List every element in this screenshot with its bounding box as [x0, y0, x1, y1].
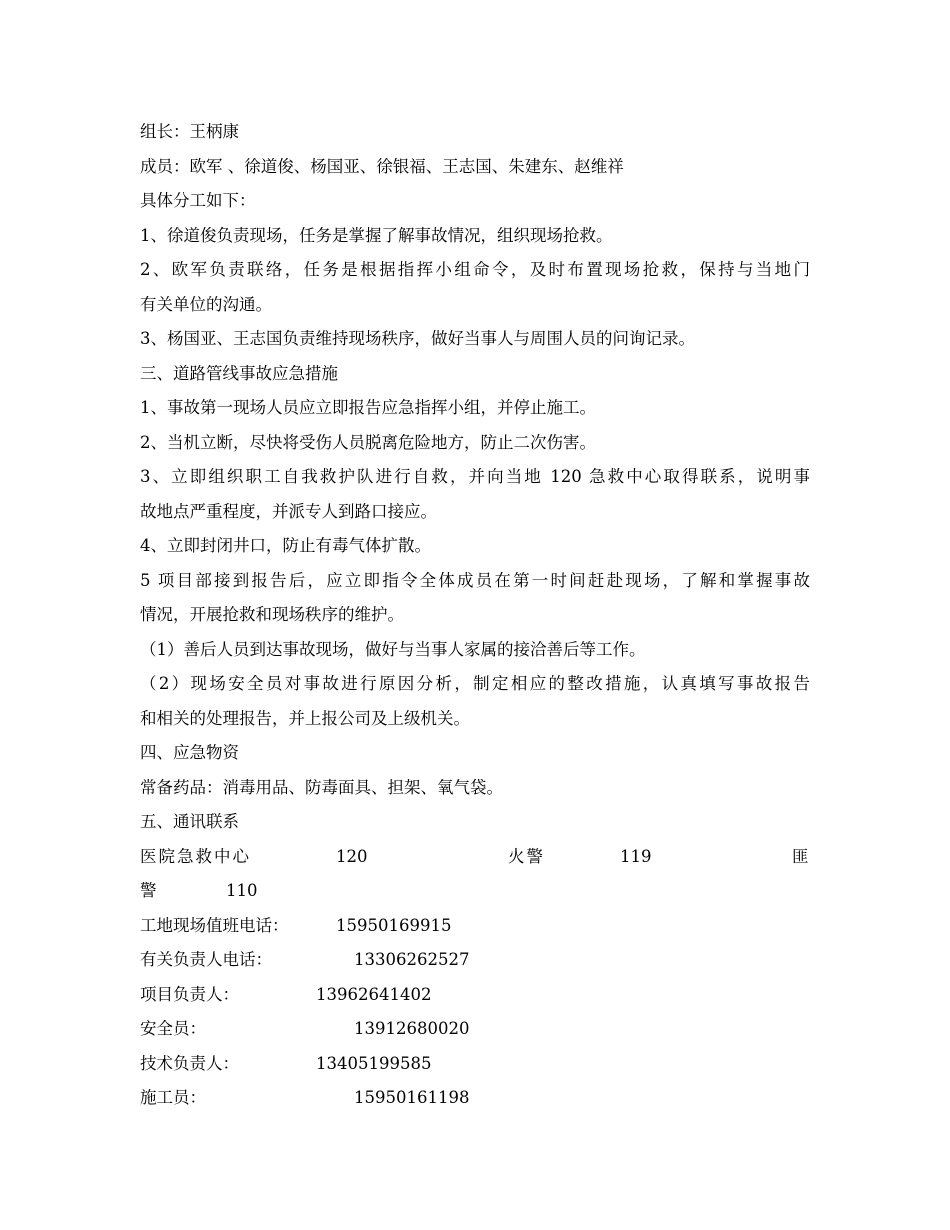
section5-title: 五、通讯联系 [140, 812, 239, 831]
section3-line: 情况，开展抢救和现场秩序的维护。 [140, 605, 404, 624]
fire-number: 119 [620, 846, 652, 866]
section3-line: 2、当机立断，尽快将受伤人员脱离危险地方，防止二次伤害。 [140, 432, 596, 452]
contact-number: 13405199585 [316, 1053, 432, 1073]
team-members: 成员：欧军 、徐道俊、杨国亚、徐银福、王志国、朱建东、赵维祥 [140, 156, 624, 176]
duty-line: 有关单位的沟通。 [140, 294, 272, 314]
contact-row [140, 1047, 810, 1082]
contact-label: 安全员： [140, 1019, 206, 1038]
section3-line: 4、立即封闭井口，防止有毒气体扩散。 [140, 536, 431, 555]
section3-line: （2）现场安全员对事故进行原因分析，制定相应的整改措施，认真填写事故报告 [140, 674, 810, 693]
contact-label: 项目负责人： [140, 984, 239, 1004]
contact-number: 13912680020 [354, 1019, 470, 1038]
section3-line: 3、立即组织职工自我救护队进行自救，并向当地 120 急救中心取得联系，说明事 [140, 467, 810, 486]
contact-number: 13306262527 [354, 950, 470, 969]
duty-line: 1、徐道俊负责现场，任务是掌握了解事故情况，组织现场抢救。 [140, 225, 613, 245]
contact-label: 施工员： [140, 1088, 206, 1107]
hospital-label: 医院急救中心 [140, 846, 251, 866]
hotline-row-continued [140, 874, 810, 909]
contact-row [140, 1012, 810, 1047]
document-page [140, 115, 810, 1116]
contact-row [140, 909, 810, 944]
section3-line: 故地点严重程度，并派专人到路口接应。 [140, 501, 437, 521]
section3-line: 1、事故第一现场人员应立即报告应急指挥小组，并停止施工。 [140, 398, 596, 417]
section3-line: 和相关的处理报告，并上报公司及上级机关。 [140, 708, 470, 728]
police-label-first: 匪 [792, 846, 809, 866]
duty-line: 3、杨国亚、王志国负责维持现场秩序，做好当事人与周围人员的问询记录。 [140, 329, 695, 348]
section3-title: 三、道路管线事故应急措施 [140, 363, 338, 383]
section3-line: （1）善后人员到达事故现场，做好与当事人家属的接洽善后等工作。 [140, 639, 646, 659]
team-leader: 组长：王柄康 [140, 122, 239, 141]
contact-label: 工地现场值班电话： [140, 915, 289, 935]
contact-label: 技术负责人： [140, 1053, 239, 1073]
section3-line: 5 项目部接到报告后，应立即指令全体成员在第一时间赶赴现场，了解和掌握事故 [140, 570, 810, 590]
contact-row [140, 1081, 810, 1116]
section4-title: 四、应急物资 [140, 743, 239, 762]
hotline-row [140, 840, 810, 875]
duty-line: 2、欧军负责联络，任务是根据指挥小组命令，及时布置现场抢救，保持与当地门 [140, 260, 810, 279]
hospital-number: 120 [336, 846, 368, 866]
section4-line: 常备药品：消毒用品、防毒面具、担架、氧气袋。 [140, 777, 503, 797]
police-number: 110 [226, 881, 258, 900]
contact-label: 有关负责人电话： [140, 950, 272, 969]
police-label-second: 警 [140, 881, 157, 900]
contact-number: 13962641402 [316, 984, 432, 1004]
contact-row [140, 978, 810, 1013]
contact-number: 15950169915 [336, 915, 452, 935]
contact-number: 15950161198 [354, 1088, 470, 1107]
division-intro: 具体分工如下： [140, 191, 256, 210]
fire-label: 火警 [508, 846, 545, 866]
contact-row [140, 943, 810, 978]
